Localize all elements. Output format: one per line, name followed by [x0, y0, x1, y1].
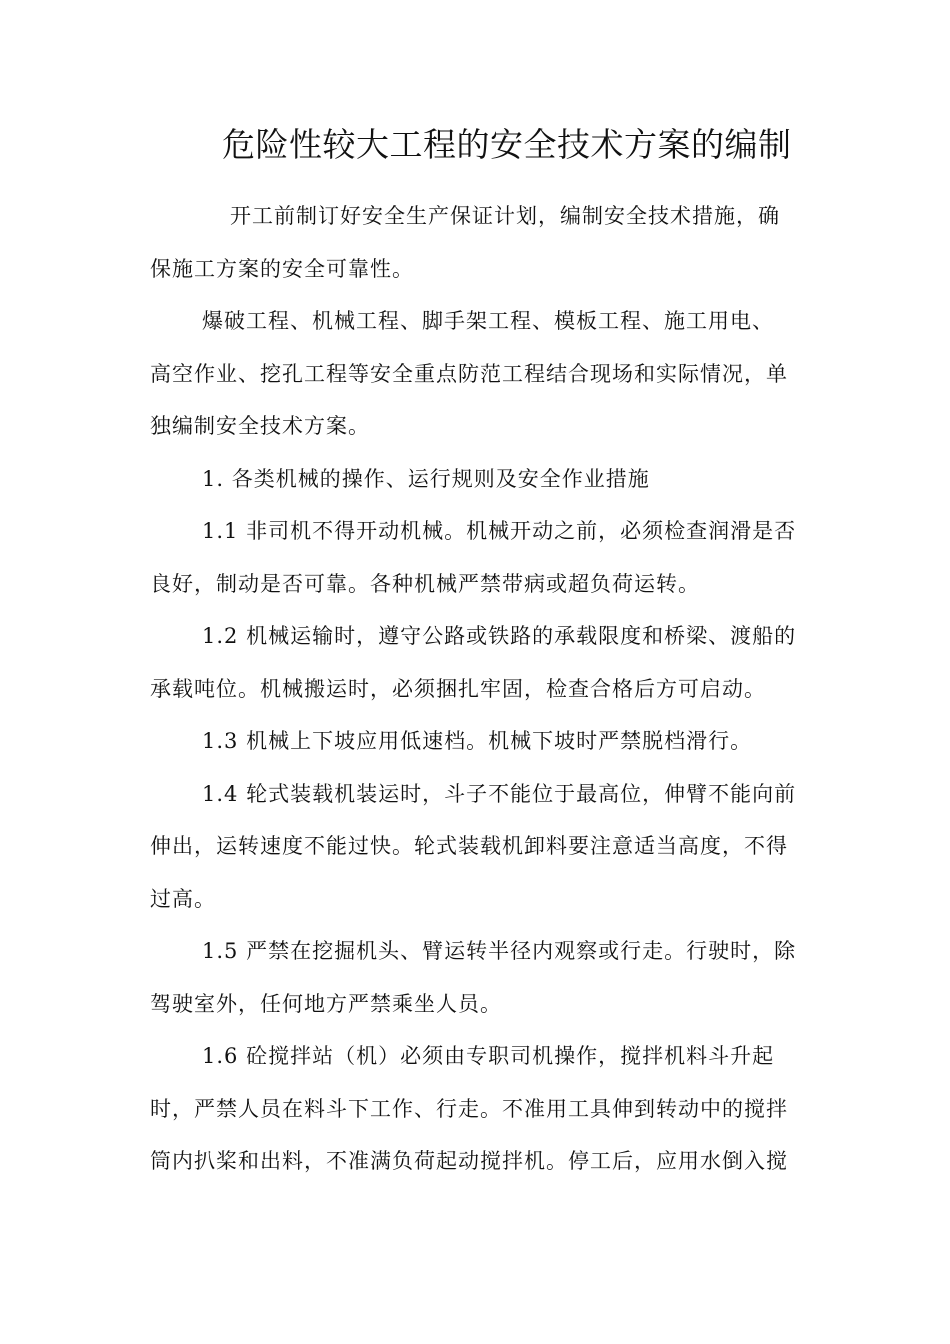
- body-line-13: 伸出，运转速度不能过快。轮式装载机卸料要注意适当高度，不得: [150, 834, 788, 858]
- body-line-10: 承载吨位。机械搬运时，必须捆扎牢固，检查合格后方可启动。: [150, 676, 766, 701]
- body-line-4: 高空作业、挖孔工程等安全重点防范工程结合现场和实际情况，单: [150, 361, 788, 386]
- body-line-12: 1.4 轮式装载机装运时，斗子不能位于最高位，伸臂不能向前: [202, 781, 797, 806]
- body-line-2: 保施工方案的安全可靠性。: [150, 256, 414, 281]
- section-heading: 1. 各类机械的操作、运行规则及安全作业措施: [202, 466, 650, 491]
- document-title: 危险性较大工程的安全技术方案的编制: [222, 125, 792, 164]
- body-line-14: 过高。: [150, 886, 216, 911]
- body-line-19: 筒内扒桨和出料，不准满负荷起动搅拌机。停工后，应用水倒入搅: [150, 1149, 788, 1173]
- body-line-16: 驾驶室外，任何地方严禁乘坐人员。: [150, 991, 502, 1016]
- body-line-8: 良好，制动是否可靠。各种机械严禁带病或超负荷运转。: [150, 571, 700, 596]
- body-line-17: 1.6 砼搅拌站（机）必须由专职司机操作，搅拌机料斗升起: [202, 1044, 775, 1068]
- body-line-11: 1.3 机械上下坡应用低速档。机械下坡时严禁脱档滑行。: [202, 729, 753, 753]
- body-line-7: 1.1 非司机不得开动机械。机械开动之前，必须检查润滑是否: [202, 519, 797, 543]
- body-line-15: 1.5 严禁在挖掘机头、臂运转半径内观察或行走。行驶时，除: [202, 939, 797, 963]
- body-line-9: 1.2 机械运输时，遵守公路或铁路的承载限度和桥梁、渡船的: [202, 624, 797, 648]
- body-line-5: 独编制安全技术方案。: [150, 414, 370, 438]
- document-body: [150, 190, 800, 1188]
- body-line-18: 时，严禁人员在料斗下工作、行走。不准用工具伸到转动中的搅拌: [150, 1096, 788, 1121]
- body-line-1: 开工前制订好安全生产保证计划，编制安全技术措施，确: [230, 204, 780, 228]
- body-line-3: 爆破工程、机械工程、脚手架工程、模板工程、施工用电、: [202, 309, 774, 333]
